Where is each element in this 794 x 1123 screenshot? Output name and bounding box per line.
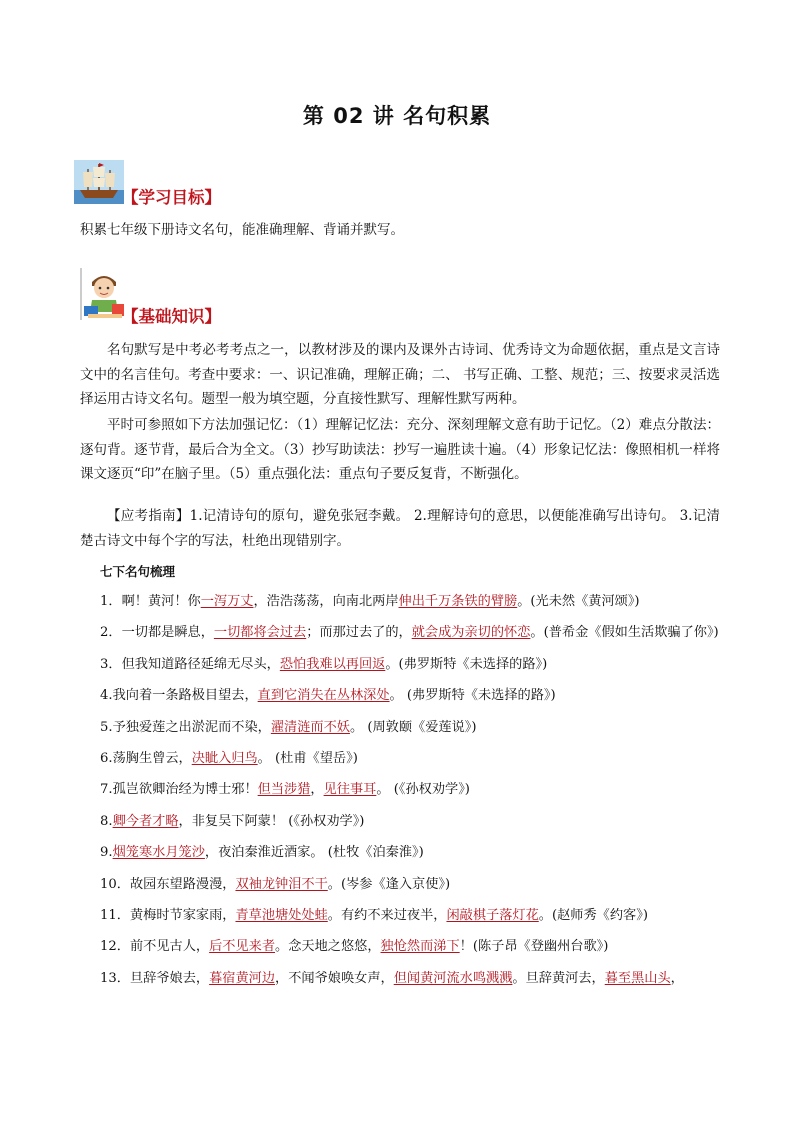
answer-text: 双袖龙钟泪不干 (235, 876, 328, 892)
item-text: ，非复吴下阿蒙！ (《孙权劝学》) (178, 813, 365, 829)
answer-text: 后不见来者 (209, 939, 276, 955)
answer-text: 卿今者才略 (112, 813, 179, 829)
answer-text: 伸出千万条铁的臂膀 (398, 594, 518, 609)
list-item (100, 653, 725, 676)
list-item (100, 716, 725, 739)
paragraph-exam-guide: 【应考指南】1.记清诗句的原句，避免张冠李戴。 2.理解诗句的意思，以便能准确写出诗句。 3.记清楚古诗文中每个字的写法，杜绝出现错别字。 (80, 508, 720, 549)
list-item (100, 967, 725, 990)
list-item (100, 590, 725, 613)
list-item (100, 684, 725, 707)
item-text: 。旦辞黄河去， (512, 970, 605, 986)
item-text: 。 (《孙权劝学》) (376, 782, 470, 798)
list-item (100, 778, 725, 801)
answer-text: 青草池塘处处蛙 (235, 907, 328, 923)
answer-text: 烟笼寒水月笼沙 (112, 845, 205, 861)
item-text: 。(岑参《逢入京使》) (327, 876, 451, 892)
item-text: ， (670, 970, 684, 986)
answer-text: 暮宿黄河边 (209, 970, 276, 986)
item-text: 。(光未然《黄河颂》) (517, 594, 640, 609)
item-text: 。 (杜甫《望岳》) (257, 750, 358, 766)
item-text: 2．一切都是瞬息， (100, 625, 214, 641)
sailing-ship-icon (74, 160, 124, 208)
item-text: 10．故园东望路漫漫， (100, 876, 236, 892)
answer-text: 恐怕我难以再回返 (279, 656, 386, 672)
item-text: 9. (100, 845, 113, 861)
item-text: 7.孤岂欲卿治经为博士邪！ (100, 782, 258, 798)
item-text: 。 (周敦颐《爱莲说》) (349, 719, 477, 735)
item-text: ，夜泊秦淮近酒家。 (杜牧《泊秦淮》) (204, 845, 424, 861)
list-item (100, 747, 725, 770)
answer-text: 但闻黄河流水鸣溅溅 (393, 970, 513, 986)
section-label-goals: 【学习目标】 (122, 188, 221, 207)
answer-text: 见往事耳 (323, 782, 377, 798)
answer-text: 一泻万丈 (200, 594, 254, 609)
item-text: 11．黄梅时节家家雨， (100, 907, 236, 923)
item-text: 4.我向着一条路极目望去， (100, 688, 258, 704)
student-reading-icon (80, 268, 128, 324)
list-item (100, 810, 725, 833)
answer-text: 决眦入归鸟 (191, 750, 258, 766)
goal-text: 积累七年级下册诗文名句，能准确理解、背诵并默写。 (80, 222, 404, 238)
item-text: 。 (弗罗斯特《未选择的路》) (389, 688, 556, 704)
item-text: ，不闻爷娘唤女声， (275, 970, 394, 986)
list-title: 七下名句梳理 (100, 564, 176, 579)
list-item (100, 873, 725, 896)
list-item (100, 935, 725, 958)
answer-text: 就会成为亲切的怀恋 (411, 625, 531, 641)
item-text: ，浩浩荡荡，向南北两岸 (253, 594, 399, 609)
item-text: 12．前不见古人， (100, 939, 210, 955)
item-text: ；而那过去了的， (306, 625, 412, 641)
answer-text: 闲敲棋子落灯花 (446, 907, 539, 923)
item-text: 。(普希金《假如生活欺骗了你》) (530, 625, 719, 641)
answer-text: 一切都将会过去 (213, 625, 307, 641)
item-text: 。有约不来过夜半， (327, 907, 447, 923)
item-text: 1．啊！黄河！你 (100, 594, 201, 609)
item-text: 8. (100, 813, 113, 829)
list-item (100, 904, 725, 927)
answer-text: 但当涉猎 (257, 782, 311, 798)
list-item (100, 841, 725, 864)
item-text: ！(陈子昂《登幽州台歌》) (459, 939, 609, 955)
page-title: 第 02 讲 名句积累 (302, 104, 492, 128)
quote-list (100, 590, 725, 998)
item-text: 13．旦辞爷娘去， (100, 970, 210, 986)
item-text: 5.予独爱莲之出淤泥而不染， (100, 719, 271, 735)
item-text: 6.荡胸生曾云， (100, 750, 192, 766)
item-text: 。念天地之悠悠， (275, 939, 381, 955)
answer-text: 直到它消失在丛林深处 (257, 688, 390, 704)
paragraph-overview: 名句默写是中考必考考点之一，以教材涉及的课内及课外古诗词、优秀诗文为命题依据，重点是文言诗文中的名言佳句。考查中要求：一、识记准确，理解正确；二、 书写正确、工整、规范；三、按要求灵活选择运用古诗文名句。题型一般为填空题，分直接性默写、理解性默写两种。 (80, 342, 720, 407)
item-text: ， (310, 782, 324, 798)
section-label-basics: 【基础知识】 (122, 307, 221, 326)
paragraph-methods: 平时可参照如下方法加强记忆：（1）理解记忆法：充分、深刻理解文意有助于记忆。（2）难点分散法：逐句背。逐节背，最后合为全文。（3）抄写助读法：抄写一遍胜读十遍。（4）形象记忆法：像照相机一样将课文逐页“印”在脑子里。（5）重点强化法：重点句子要反复背，不断强化。 (80, 417, 720, 482)
answer-text: 暮至黑山头 (604, 970, 671, 986)
list-item (100, 621, 725, 644)
item-text: 3．但我知道路径延绵无尽头， (100, 656, 280, 672)
answer-text: 独怆然而涕下 (380, 939, 460, 955)
answer-text: 濯清涟而不妖 (270, 719, 350, 735)
item-text: 。(弗罗斯特《未选择的路》) (385, 656, 548, 672)
item-text: 。(赵师秀《约客》) (538, 907, 648, 923)
